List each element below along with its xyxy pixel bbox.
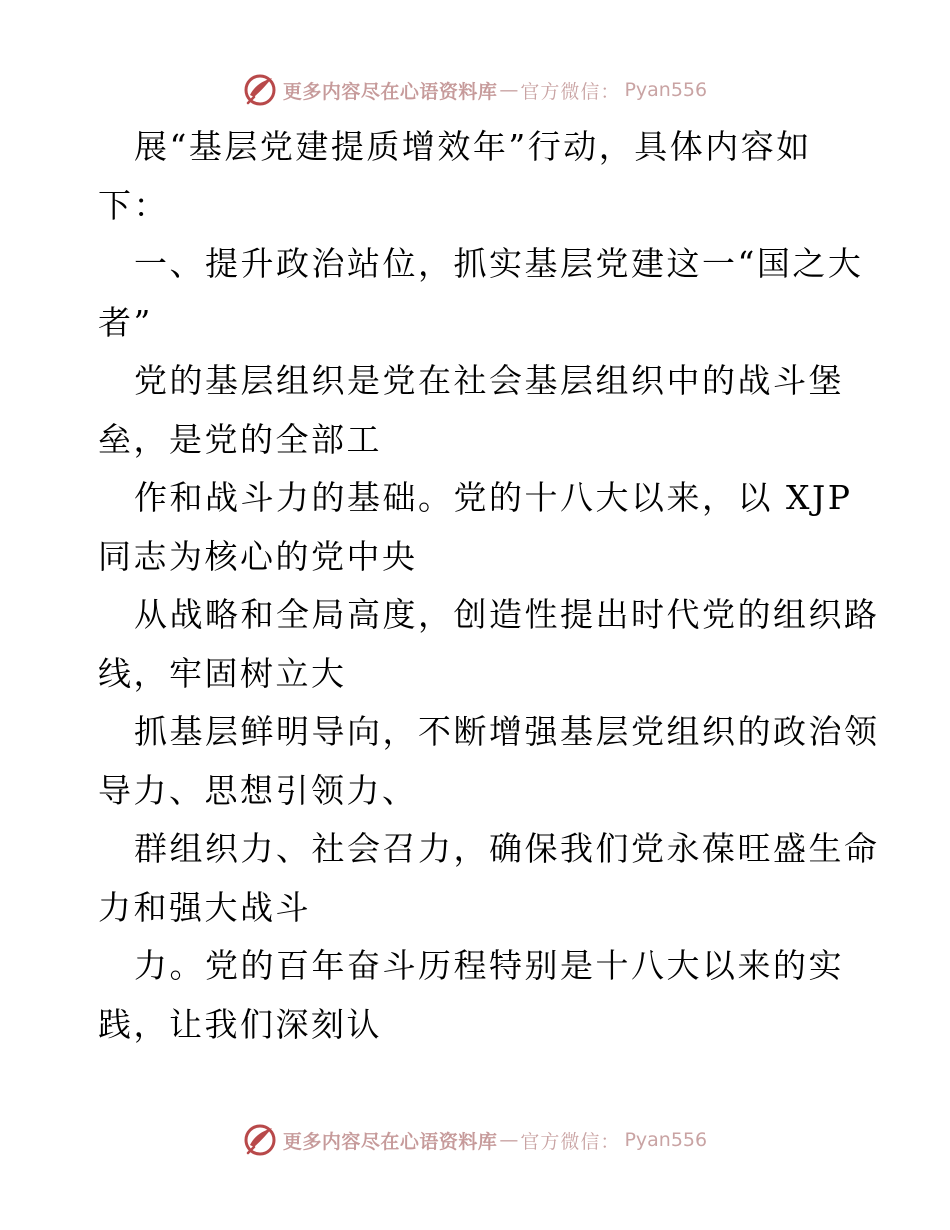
footer-watermark bbox=[0, 1120, 950, 1160]
text-line: 展“基层党建提质增效年”行动，具体内容如 bbox=[134, 127, 812, 166]
watermark-text bbox=[283, 1127, 707, 1154]
watermark-dash: — bbox=[499, 1129, 519, 1151]
document-body bbox=[98, 118, 880, 1054]
watermark-wechat-label: 官方微信： bbox=[520, 1130, 621, 1153]
text-line: 线，牢固树立大 bbox=[98, 653, 347, 693]
watermark-brand: 更多内容尽在心语资料库 bbox=[282, 80, 498, 103]
watermark-dash: — bbox=[499, 79, 519, 101]
text-line: 践，让我们深刻认 bbox=[98, 1004, 382, 1044]
section-heading-line: 一、提升政治站位，抓实基层党建这一“国之大 bbox=[134, 244, 864, 283]
text-line: 作和战斗力的基础。党的十八大以来，以 XJP bbox=[134, 478, 853, 517]
section-heading-line: 者” bbox=[98, 302, 153, 342]
header-watermark bbox=[0, 70, 950, 110]
text-line: 从战略和全局高度，创造性提出时代党的组织路 bbox=[134, 595, 880, 634]
text-line: 垒，是党的全部工 bbox=[98, 419, 382, 459]
watermark-brand: 更多内容尽在心语资料库 bbox=[282, 1130, 498, 1153]
watermark-account: Pyan556 bbox=[624, 1129, 708, 1151]
watermark-account: Pyan556 bbox=[624, 79, 708, 101]
watermark-wechat-label: 官方微信： bbox=[520, 80, 621, 103]
text-line: 群组织力、社会召力，确保我们党永葆旺盛生命 bbox=[134, 829, 880, 868]
text-line: 下： bbox=[98, 185, 169, 225]
text-line: 抓基层鲜明导向，不断增强基层党组织的政治领 bbox=[134, 712, 880, 751]
feather-pen-logo-icon bbox=[243, 73, 277, 107]
text-line: 导力、思想引领力、 bbox=[98, 770, 418, 810]
feather-pen-logo-icon bbox=[243, 1123, 277, 1157]
text-line: 党的基层组织是党在社会基层组织中的战斗堡 bbox=[134, 361, 844, 400]
text-line: 同志为核心的党中央 bbox=[98, 536, 418, 576]
text-line: 力。党的百年奋斗历程特别是十八大以来的实 bbox=[134, 946, 844, 985]
text-line: 力和强大战斗 bbox=[98, 887, 311, 927]
watermark-text bbox=[283, 77, 707, 104]
